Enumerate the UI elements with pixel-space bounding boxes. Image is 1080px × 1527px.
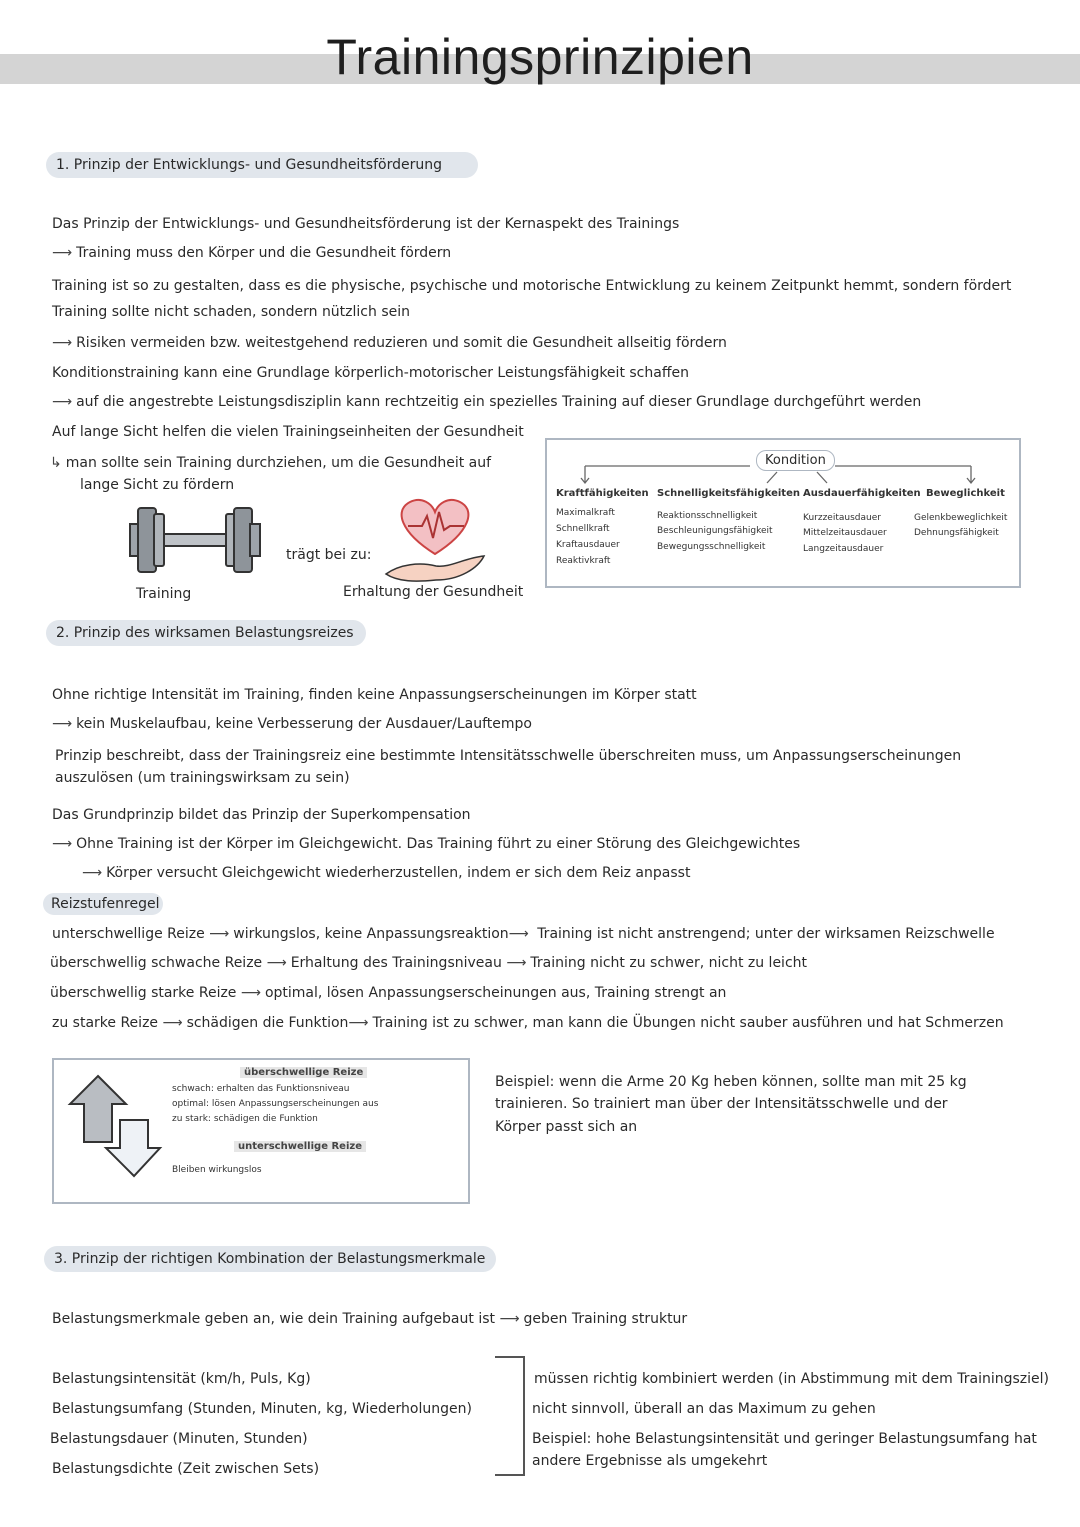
s2-line-3a: Prinzip beschreibt, dass der Trainingsreiz eine bestimmte Intensitätsschwelle überschreiten muss, um Anpassungserscheinungen [55,748,962,764]
kondition-col-3-item: Langzeitausdauer [803,544,884,554]
s1-line-5 [52,334,727,352]
combo-line-2: nicht sinnvoll, überall an das Maximum zu gehen [532,1401,876,1417]
merkmal-3: Belastungsdauer (Minuten, Stunden) [50,1431,308,1447]
arrow-right-icon: ⟶ [348,1015,369,1031]
kondition-col-2-head: Schnelligkeitsfähigkeiten [657,488,800,499]
s2-line-4: Das Grundprinzip bildet das Prinzip der Superkompensation [52,807,471,823]
s2-line-6-text: Körper versucht Gleichgewicht wiederherzustellen, indem er sich dem Reiz anpasst [106,865,691,881]
section-2-heading: 2. Prinzip des wirksamen Belastungsreizes [46,620,366,646]
rule-row-2-a: überschwellig schwache Reize [50,955,263,971]
training-label: Training [136,586,192,602]
rule-row-4-a: zu starke Reize [52,1015,159,1031]
merkmal-4: Belastungsdichte (Zeit zwischen Sets) [52,1461,320,1477]
rule-row-4-c: Training ist zu schwer, man kann die Übungen nicht sauber ausführen und hat Schmerzen [372,1015,1004,1031]
s1-line-9b: lange Sicht zu fördern [80,477,235,493]
kondition-col-3-head: Ausdauerfähigkeiten [803,488,921,499]
s1-line-8: Auf lange Sicht helfen die vielen Trainingseinheiten der Gesundheit [52,424,524,440]
s2-line-3b: auszulösen (um trainingswirksam zu sein) [55,770,350,786]
s2-line-2 [52,715,532,733]
kondition-col-3-item: Kurzzeitausdauer [803,513,881,523]
s1-line-2-text: Training muss den Körper und die Gesundheit fördern [76,245,452,261]
arrow-right-icon: ⟶ [506,955,527,971]
arrow-down-right-icon: ↳ [50,455,62,471]
arrow-right-icon: ⟶ [209,926,230,942]
kondition-col-4-head: Beweglichkeit [926,488,1005,499]
kondition-col-4-item: Gelenkbeweglichkeit [914,513,1008,523]
merkmal-1: Belastungsintensität (km/h, Puls, Kg) [52,1371,311,1387]
kondition-title: Kondition [756,450,835,471]
kondition-col-2-item: Reaktionsschnelligkeit [657,511,758,521]
kondition-col-1-item: Kraftausdauer [556,540,620,550]
box-line-4: Bleiben wirkungslos [172,1165,262,1175]
contributes-label: trägt bei zu: [286,547,372,563]
box-line-2: optimal: lösen Anpassungserscheinungen aus [172,1099,379,1109]
s1-line-9a-text: man sollte sein Training durchziehen, um die Gesundheit auf [65,455,492,471]
s1-line-2 [52,244,451,262]
s1-line-4: Training sollte nicht schaden, sondern nützlich sein [52,304,410,320]
example-line-1: Beispiel: wenn die Arme 20 Kg heben können, sollte man mit 25 kg [495,1074,967,1090]
arrow-right-icon: ⟶ [52,836,73,852]
s3-line-1 [52,1310,687,1328]
arrow-right-icon: ⟶ [82,865,103,881]
s1-line-3: Training ist so zu gestalten, dass es die physische, psychische und motorische Entwicklung zu keinem Zeitpunkt hemmt, sondern fördert [52,278,1012,294]
merkmal-2: Belastungsumfang (Stunden, Minuten, kg, Wiederholungen) [52,1401,472,1417]
arrow-right-icon: ⟶ [508,926,529,942]
s2-line-1: Ohne richtige Intensität im Training, finden keine Anpassungserscheinungen im Körper statt [52,687,697,703]
s1-line-1: Das Prinzip der Entwicklungs- und Gesundheitsförderung ist der Kernaspekt des Trainings [52,216,680,232]
arrow-right-icon: ⟶ [52,394,73,410]
heart-hand-icon [380,494,490,586]
kondition-col-3-item: Mittelzeitausdauer [803,528,887,538]
rule-row-2 [50,954,807,972]
kondition-col-1-item: Schnellkraft [556,524,610,534]
s2-line-2-text: kein Muskelaufbau, keine Verbesserung der Ausdauer/Lauftempo [76,716,532,732]
s1-line-5-text: Risiken vermeiden bzw. weitestgehend reduzieren und somit die Gesundheit allseitig fördern [76,335,727,351]
kondition-col-1-item: Reaktivkraft [556,556,611,566]
example-line-2: trainieren. So trainiert man über der Intensitätsschwelle und der [495,1096,948,1112]
arrow-right-icon: ⟶ [499,1311,520,1327]
rule-row-3 [50,984,726,1002]
up-down-arrows-icon [66,1074,166,1180]
s1-line-7-text: auf die angestrebte Leistungsdisziplin kann rechtzeitig ein spezielles Training auf dieser Grundlage durchgeführt werden [76,394,922,410]
kondition-col-2-item: Beschleunigungsfähigkeit [657,526,773,536]
box-line-3: zu stark: schädigen die Funktion [172,1114,318,1124]
rule-row-4 [52,1014,1004,1032]
arrow-right-icon: ⟶ [266,955,287,971]
box-heading-2-text: unterschwellige Reize [234,1141,366,1152]
combo-line-3a: Beispiel: hohe Belastungsintensität und geringer Belastungsumfang hat [532,1431,1037,1447]
kondition-col-2-item: Bewegungsschnelligkeit [657,542,766,552]
rule-row-1-b: wirkungslos, keine Anpassungsreaktion [233,926,509,942]
arrow-right-icon: ⟶ [52,245,73,261]
box-line-1: schwach: erhalten das Funktionsniveau [172,1084,350,1094]
example-line-3: Körper passt sich an [495,1119,638,1135]
s1-line-6: Konditionstraining kann eine Grundlage körperlich-motorischer Leistungsfähigkeit schaffen [52,365,689,381]
rule-row-3-a: überschwellig starke Reize [50,985,237,1001]
s1-line-9a [50,454,491,472]
rule-row-2-c: Training nicht zu schwer, nicht zu leicht [530,955,808,971]
s2-line-5 [52,835,800,853]
combo-line-1: müssen richtig kombiniert werden (in Abstimmung mit dem Trainingsziel) [534,1371,1049,1387]
s3-line-1-b: geben Training struktur [523,1311,688,1327]
arrow-right-icon: ⟶ [52,335,73,351]
s1-line-7 [52,393,921,411]
combo-line-3b: andere Ergebnisse als umgekehrt [532,1453,768,1469]
box-heading-2 [234,1139,366,1155]
arrow-right-icon: ⟶ [162,1015,183,1031]
reizstufenregel-heading: Reizstufenregel [43,893,163,915]
section-1-heading: 1. Prinzip der Entwicklungs- und Gesundheitsförderung [46,152,478,178]
rule-row-1-c: Training ist nicht anstrengend; unter der wirksamen Reizschwelle [537,926,995,942]
rule-row-1-a: unterschwellige Reize [52,926,205,942]
rule-row-3-b: optimal, lösen Anpassungserscheinungen aus, Training strengt an [264,985,727,1001]
box-heading-1 [240,1065,367,1081]
kondition-col-1-head: Kraftfähigkeiten [556,488,649,499]
rule-row-4-b: schädigen die Funktion [186,1015,349,1031]
s2-line-5-text: Ohne Training ist der Körper im Gleichgewicht. Das Training führt zu einer Störung des Gleichgewichtes [76,836,801,852]
s3-line-1-a: Belastungsmerkmale geben an, wie dein Training aufgebaut ist [52,1311,495,1327]
rule-row-1 [52,925,995,943]
page-title: Trainingsprinzipien [326,29,754,85]
arrow-right-icon: ⟶ [52,716,73,732]
arrow-right-icon: ⟶ [240,985,261,1001]
box-heading-1-text: überschwellige Reize [240,1067,367,1078]
bracket [495,1356,525,1476]
health-label: Erhaltung der Gesundheit [343,584,524,600]
s2-line-6 [82,864,690,882]
kondition-col-1-item: Maximalkraft [556,508,615,518]
rule-row-2-b: Erhaltung des Trainingsniveau [290,955,502,971]
dumbbell-icon [122,500,272,586]
kondition-col-4-item: Dehnungsfähigkeit [914,528,999,538]
section-3-heading: 3. Prinzip der richtigen Kombination der Belastungsmerkmale [44,1246,496,1272]
